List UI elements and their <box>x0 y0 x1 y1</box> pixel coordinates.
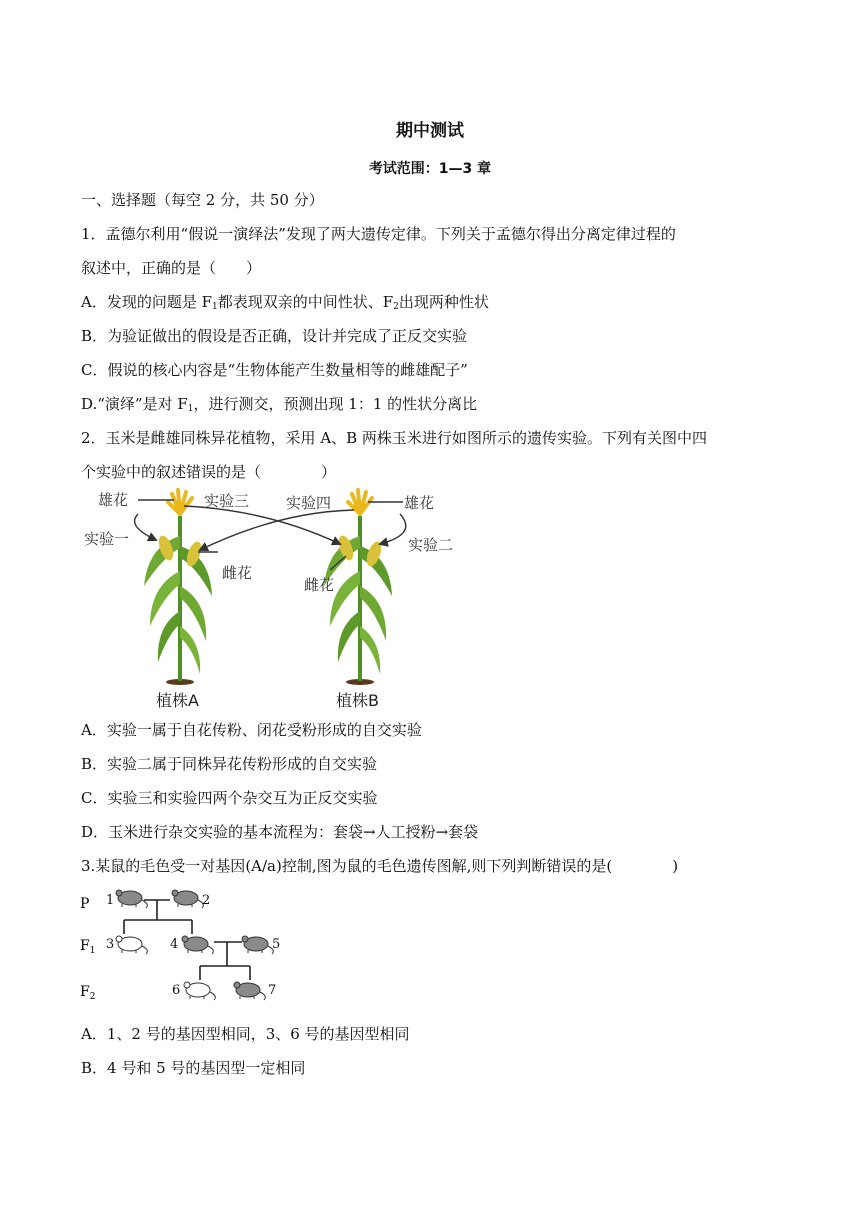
page-title: 期中测试 <box>396 121 464 141</box>
label-male-flower-left: 雄花 <box>98 491 129 509</box>
mouse-7-icon <box>234 982 265 1000</box>
q1-option-c: C．假说的核心内容是“生物体能产生数量相等的雌雄配子” <box>81 361 468 379</box>
label-experiment-2: 实验二 <box>408 536 454 554</box>
corn-plant-a <box>144 490 212 685</box>
q1-option-a <box>81 292 489 317</box>
q3-option-b: B．4 号和 5 号的基因型一定相同 <box>81 1059 306 1077</box>
mouse-number-5: 5 <box>272 937 281 952</box>
q2-stem-line2: 个实验中的叙述错误的是（ ） <box>81 463 337 481</box>
label-plant-b: 植株B <box>336 691 379 710</box>
label-experiment-3: 实验三 <box>204 492 250 510</box>
mouse-number-7: 7 <box>268 983 277 998</box>
q3-stem: 3.某鼠的毛色受一对基因(A/a)控制,图为鼠的毛色遗传图解,则下列判断错误的是( ) <box>81 857 679 875</box>
mouse-3-icon <box>116 936 147 954</box>
q1-stem-line2: 叙述中，正确的是（ ） <box>81 259 262 277</box>
q1-option-a-text: 都表现双亲的中间性状、F <box>217 293 394 311</box>
mouse-number-1: 1 <box>106 893 115 908</box>
q1-option-b: B．为验证做出的假设是否正确，设计并完成了正反交实验 <box>81 327 468 345</box>
section-heading: 一、选择题（每空 2 分，共 50 分） <box>81 191 324 209</box>
label-plant-a: 植株A <box>156 691 199 710</box>
label-female-flower-left: 雌花 <box>222 564 253 582</box>
mouse-4-icon <box>182 936 213 954</box>
q2-option-a: A．实验一属于自花传粉、闭花受粉形成的自交实验 <box>81 721 422 739</box>
label-male-flower-right: 雄花 <box>404 494 435 512</box>
label-experiment-1: 实验一 <box>84 530 130 548</box>
q2-option-c: C．实验三和实验四两个杂交互为正反交实验 <box>81 789 378 807</box>
gen-label-f2: $F_2$ <box>80 984 96 1002</box>
q2-option-d: D．玉米进行杂交实验的基本流程为：套袋→人工授粉→套袋 <box>81 823 479 841</box>
subscript: 1 <box>187 404 194 414</box>
subscript: 1 <box>212 302 218 312</box>
q1-option-d-text: D.“演绎”是对 F <box>81 395 188 413</box>
mouse-number-4: 4 <box>170 937 179 952</box>
corn-experiment-figure <box>78 486 478 714</box>
q1-option-d-text: ，进行测交，预测出现 1：1 的性状分离比 <box>193 395 478 413</box>
gen-label-f1: $F_1$ <box>80 938 96 956</box>
mouse-pedigree-figure <box>78 882 298 1002</box>
mouse-number-6: 6 <box>172 983 181 998</box>
q2-stem-line1: 2．玉米是雌雄同株异花植物，采用 A、B 两株玉米进行如图所示的遗传实验。下列有关图中四 <box>81 429 707 447</box>
subscript: 2 <box>393 302 399 312</box>
mouse-number-2: 2 <box>202 893 211 908</box>
q2-option-b: B．实验二属于同株异花传粉形成的自交实验 <box>81 755 378 773</box>
label-experiment-4: 实验四 <box>286 494 332 512</box>
mouse-number-3: 3 <box>106 937 115 952</box>
mouse-6-icon <box>184 982 215 1000</box>
q1-option-d <box>81 394 477 419</box>
mouse-2-icon <box>172 890 203 908</box>
q1-stem-line1: 1．孟德尔利用“假说一演绎法”发现了两大遗传定律。下列关于孟德尔得出分离定律过程的 <box>81 225 676 243</box>
q1-option-a-text: A．发现的问题是 F <box>81 293 213 311</box>
gen-label-p: P <box>80 896 90 912</box>
q1-option-a-text: 出现两种性状 <box>398 293 489 311</box>
mouse-5-icon <box>242 936 273 954</box>
exam-scope: 考试范围：1—3 章 <box>368 161 492 177</box>
q3-option-a: A．1、2 号的基因型相同，3、6 号的基因型相同 <box>81 1025 410 1043</box>
label-female-flower-right: 雌花 <box>304 576 335 594</box>
corn-plant-b <box>324 490 392 685</box>
mouse-1-icon <box>116 890 147 908</box>
